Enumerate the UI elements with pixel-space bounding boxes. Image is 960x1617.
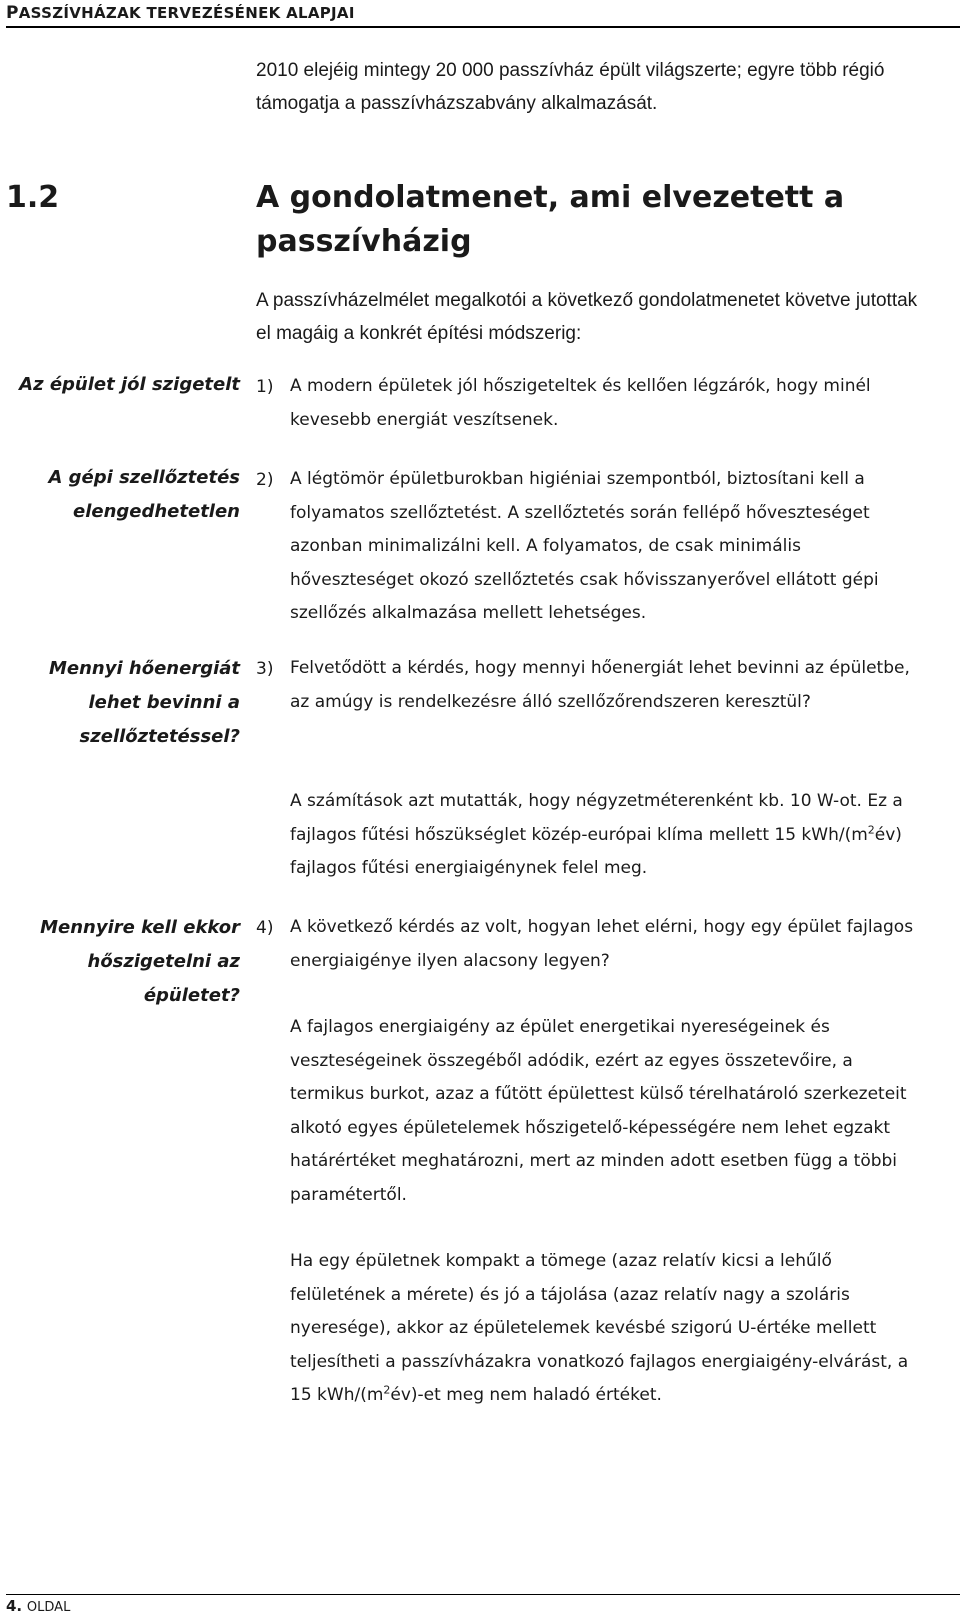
follow-text-4b: év)-et meg nem haladó értéket. — [390, 1385, 662, 1405]
section-number: 1.2 — [6, 180, 60, 215]
page-footer — [6, 1597, 70, 1617]
follow-text-3b: év) fajlagos fűtési energiaigénynek felel meg. — [290, 824, 902, 878]
side-note-4: Mennyire kell ekkor hőszigetelni az épületet? — [40, 917, 240, 1006]
intro-paragraph: 2010 elejéig mintegy 20 000 passzívház épült világszerte; egyre több régió támogatja a passzívházszabvány alkalmazását. — [256, 60, 885, 114]
list-item-4: A következő kérdés az volt, hogyan lehet elérni, hogy egy épület fajlagos energiaigénye ilyen alacsony legyen? — [290, 917, 914, 971]
side-note-1: Az épület jól szigetelt — [19, 374, 240, 395]
list-number-3: 3) — [256, 659, 274, 679]
side-note-2: A gépi szellőztetés elengedhetetlen — [48, 467, 240, 522]
follow-text-3a: A számítások azt mutatták, hogy négyzetméterenként kb. 10 W-ot. Ez a fajlagos fűtési hőszükséglet közép-európai klíma mellett 15 kWh/(m — [290, 791, 903, 845]
side-note-3: Mennyi hőenergiát lehet bevinni a szellőztetéssel? — [48, 658, 240, 747]
follow-paragraph-4a: A fajlagos energiaigény az épület energetikai nyereségeinek és veszteségeinek összegéből adódik, ezért az egyes összetevőire, a termikus burkot, azaz a fűtött épülettest külső térelhatároló szerkezeteit alkotó egyes épületelemek hőszigetelő-képességére nem lehet egzakt határértéket meghatározni, mert az minden adott esetben függ a többi paramétertől. — [290, 1017, 907, 1205]
list-number-1: 1) — [256, 377, 274, 397]
section-title: A gondolatmenet, ami elvezetett a passzívházig — [256, 180, 845, 259]
follow-paragraph-4b — [290, 1245, 930, 1413]
header-title: ASSZÍVHÁZAK TERVEZÉSÉNEK ALAPJAI — [18, 4, 355, 22]
follow-paragraph-3 — [290, 785, 930, 886]
section-intro: A passzívházelmélet megalkotói a következő gondolatmenetet követve jutottak el magáig a konkrét építési módszerig: — [256, 290, 918, 344]
header-title-initial: P — [6, 3, 19, 23]
list-number-2: 2) — [256, 470, 274, 490]
footer-divider — [6, 1594, 960, 1595]
follow-text-4a: Ha egy épületnek kompakt a tömege (azaz relatív kicsi a lehűlő felületének a mérete) és jó a tájolása (azaz relatív nagy a szoláris nyeresége), akkor az épületelemek kevésbé szigorú U-értéke mellett teljesítheti a passzívházakra vonatkozó fajlagos energiaigény-elvárást, a 15 kWh/(m — [290, 1251, 909, 1405]
page-header — [6, 2, 960, 28]
page-number: 4. — [6, 1597, 23, 1615]
page-label: OLDAL — [26, 1600, 71, 1615]
list-number-4: 4) — [256, 918, 274, 938]
superscript-2: 2 — [867, 822, 875, 836]
list-item-2: A légtömör épületburokban higiéniai szempontból, biztosítani kell a folyamatos szellőztetést. A szellőztetés során fellépő hőveszteséget azonban minimalizálni kell. A folyamatos, de csak minimális hőveszteséget okozó szellőztetés csak hővisszanyerővel ellátott gépi szellőzés alkalmazása mellett lehetséges. — [290, 469, 879, 623]
list-item-1: A modern épületek jól hőszigeteltek és kellően légzárók, hogy minél kevesebb energiát veszítsenek. — [290, 376, 871, 430]
superscript-2b: 2 — [383, 1383, 391, 1397]
list-item-3: Felvetődött a kérdés, hogy mennyi hőenergiát lehet bevinni az épületbe, az amúgy is rendelkezésre álló szellőzőrendszeren keresztül? — [290, 658, 910, 712]
